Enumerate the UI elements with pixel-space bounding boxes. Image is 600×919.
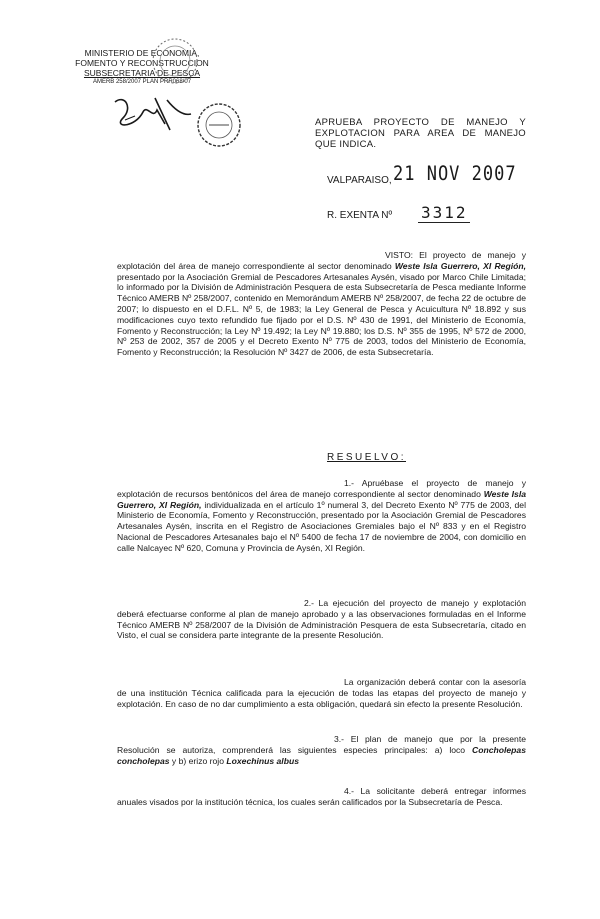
visto-text-2: presentado por la Asociación Gremial de Pescadores Artesanales Aysén, visado por Marco Chile Limitada; lo informado por la División de Administración Pesquera de esta Subsecretaría de Pesca mediante Informe Técnico AMERB Nº 258/2007, contenido en Memorándum AMERB Nº 258/2007, de fecha 22 de octubre de 2007; lo dispuesto en el D.F.L. Nº 5, de 1983; la Ley General de Pesca y Acuicultura Nº 18.892 y sus modificaciones cuyo texto refundido fue fijado por el D.S. Nº 430 de 1991, del Ministerio de Economía, Fomento y Reconstrucción; la Ley Nº 19.492; la Ley Nº 19.880; los D.S. Nº 355 de 1995, Nº 572 de 2000, Nº 253 de 2002, 357 de 2005 y el Decreto Exento Nº 775 de 2003, todos del Ministerio de Economía, Fomento y Reconstrucción; la Resolución Nº 3427 de 2006, de esta Subsecretaría.	[117, 271, 526, 358]
visto-sector: Weste Isla Guerrero, XI Región,	[394, 260, 526, 271]
date-stamp: 21 NOV 2007	[393, 162, 517, 186]
place: VALPARAISO,	[327, 175, 392, 186]
resolution-number-underline	[418, 222, 470, 223]
article-1-sector: Weste Isla Guerrero, XI Región,	[117, 488, 526, 510]
resolution-number: 3312	[421, 203, 468, 222]
article-1-text-2: individualizada en el artículo 1º numeral 3, del Decreto Exento Nº 775 de 2003, del Ministerio de Economía, Fomento y Reconstrucción, presentado por la Asociación Gremial de Pescadores Artesanales Aysén, inscrita en el Registro de Asociaciones Gremiales bajo el Nº 833 y en el Registro Nacional de Pescadores Artesanales bajo el Nº 5400 de fecha 17 de noviembre de 2004, con domicilio en calle Nalcayec Nº 620, Comuna y Provincia de Aysén, XI Región.	[117, 499, 526, 553]
resuelvo-heading: RESUELVO:	[327, 452, 406, 463]
article-3-text-1: 3.- El plan de manejo que por la presente Resolución se autoriza, comprenderá las siguientes especies principales: a) loco	[117, 734, 526, 755]
article-1-text-1: 1.- Apruébase el proyecto de manejo y explotación de recursos bentónicos del área de manejo correspondiente al sector denominado	[117, 478, 526, 499]
letterhead-ministry: MINISTERIO DE ECONOMIA,	[84, 48, 200, 58]
visto-text-1: El proyecto de manejo y explotación del área de manejo correspondiente al sector denominado	[117, 250, 527, 271]
article-3-text-2: y b) erizo rojo	[169, 755, 227, 766]
resolution-label: R. EXENTA Nº	[327, 210, 393, 221]
visto-lead: VISTO:	[385, 250, 414, 260]
article-2-continuation: La organización deberá contar con la asesoría de una institución Técnica calificada para la ejecución de todas las etapas del proyecto de manejo y explotación. En caso de no dar cumplimiento a esta obligación, quedará sin efecto la presente Resolución.	[117, 677, 526, 709]
article-3	[117, 734, 526, 766]
article-1	[117, 478, 526, 554]
visto-paragraph	[117, 250, 526, 358]
seal-icon	[150, 36, 200, 86]
species-2: Loxechinus albus	[226, 755, 299, 766]
signature-icon	[95, 90, 205, 138]
letterhead	[58, 48, 226, 86]
stamp-icon	[195, 100, 243, 150]
document-title: APRUEBA PROYECTO DE MANEJO Y EXPLOTACION PARA AREA DE MANEJO QUE INDICA.	[315, 117, 526, 150]
article-4: 4.- La solicitante deberá entregar informes anuales visados por la institución técnica, los cuales serán calificados por la Subsecretaría de Pesca.	[117, 786, 526, 807]
article-2: 2.- La ejecución del proyecto de manejo y explotación deberá efectuarse conforme al plan de manejo aprobado y a las observaciones formuladas en el Informe Técnico AMERB Nº 258/2007 de la División de Administración Pesquera de esta Subsecretaría, citado en Visto, el cual se considera parte integrante de la presente Resolución.	[117, 598, 526, 641]
species-1: Concholepas concholepas	[117, 744, 526, 766]
letterhead-subsecretaria: SUBSECRETARIA DE PESCA	[83, 68, 201, 78]
letterhead-ministry-2: FOMENTO Y RECONSTRUCCION	[75, 58, 209, 68]
letterhead-reference: AMERB 258/2007 PLAN PRR068/07	[92, 79, 192, 85]
